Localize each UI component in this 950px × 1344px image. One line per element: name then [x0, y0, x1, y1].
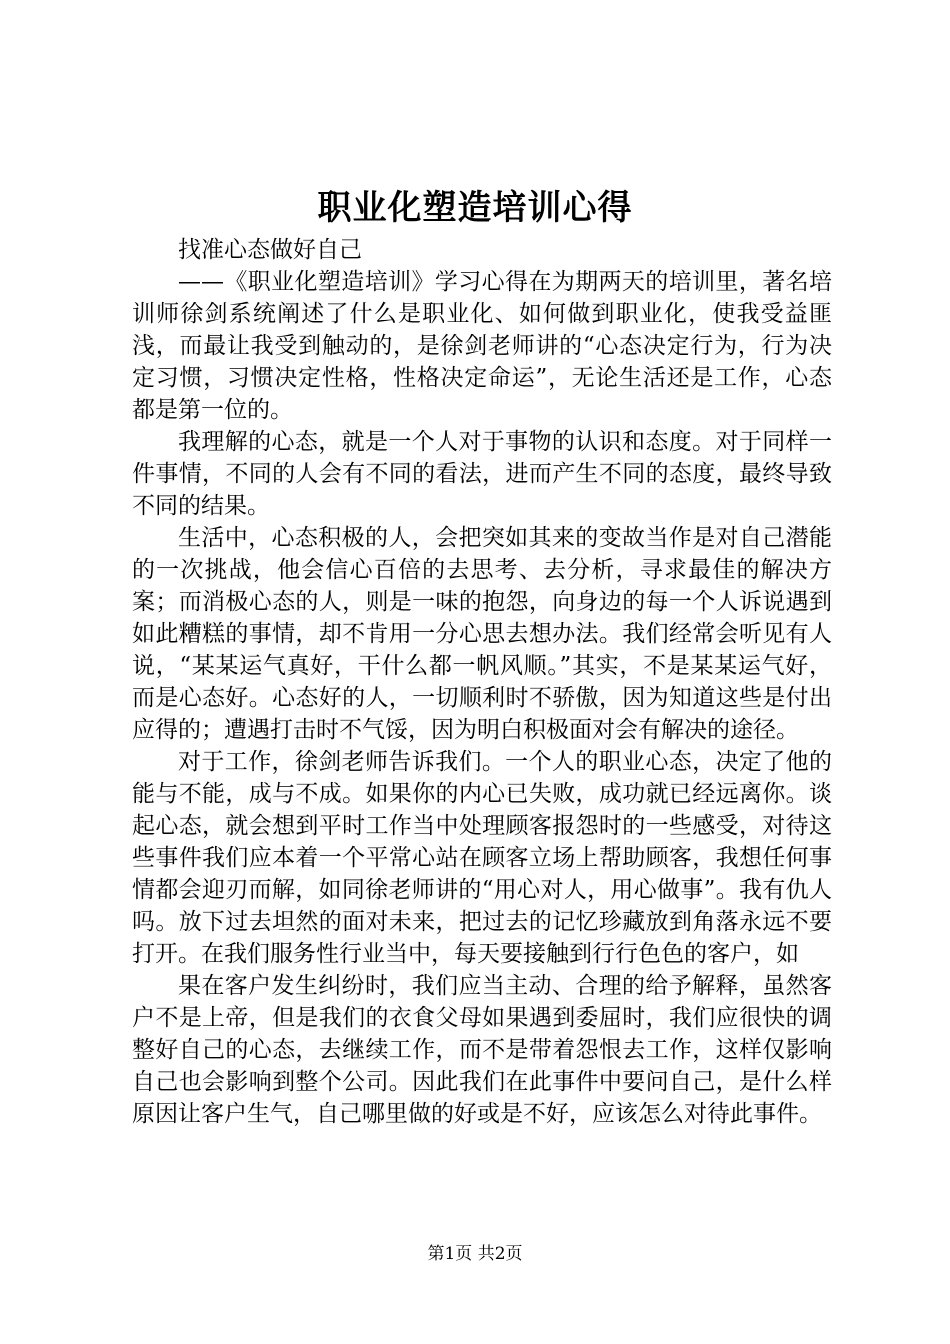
- page-number-footer: 第1页 共2页: [427, 1244, 523, 1264]
- body-paragraph: 我理解的心态，就是一个人对于事物的认识和态度。对于同样一件事情，不同的人会有不同的看法，进而产生不同的态度，最终导致不同的结果。: [132, 429, 832, 519]
- subtitle-paragraph: 找准心态做好自己: [178, 237, 362, 263]
- body-paragraph: ——《职业化塑造培训》学习心得在为期两天的培训里，著名培训师徐剑系统阐述了什么是职业化、如何做到职业化，使我受益匪浅，而最让我受到触动的，是徐剑老师讲的“心态决定行为，行为决定习惯，习惯决定性格，性格决定命运”，无论生活还是工作，心态都是第一位的。: [132, 269, 832, 423]
- body-paragraph: 生活中，心态积极的人，会把突如其来的变故当作是对自己潜能的一次挑战，他会信心百倍的去思考、去分析，寻求最佳的解决方案；而消极心态的人，则是一味的抱怨，向身边的每一个人诉说遇到如此糟糕的事情，却不肯用一分心思去想办法。我们经常会听见有人说，“某某运气真好，干什么都一帆风顺。”其实，不是某某运气好，而是心态好。心态好的人，一切顺利时不骄傲，因为知道这些是付出应得的；遭遇打击时不气馁，因为明白积极面对会有解决的途径。: [132, 525, 832, 743]
- body-paragraph: 对于工作，徐剑老师告诉我们。一个人的职业心态，决定了他的能与不能，成与不成。如果你的内心已失败，成功就已经远离你。谈起心态，就会想到平时工作当中处理顾客报怨时的一些感受，对待这些事件我们应本着一个平常心站在顾客立场上帮助顾客，我想任何事情都会迎刃而解，如同徐老师讲的“用心对人，用心做事”。我有仇人吗。放下过去坦然的面对未来，把过去的记忆珍藏放到角落永远不要打开。在我们服务性行业当中，每天要接触到行行色色的客户，如: [132, 749, 832, 967]
- document-title: 职业化塑造培训心得: [317, 188, 633, 228]
- document-body: [132, 234, 832, 1130]
- body-paragraph: 果在客户发生纠纷时，我们应当主动、合理的给予解释，虽然客户不是上帝，但是我们的衣食父母如果遇到委屈时，我们应很快的调整好自己的心态，去继续工作，而不是带着怨恨去工作，这样仅影响自己也会影响到整个公司。因此我们在此事件中要问自己，是什么样原因让客户生气，自己哪里做的好或是不好，应该怎么对待此事件。: [132, 973, 832, 1127]
